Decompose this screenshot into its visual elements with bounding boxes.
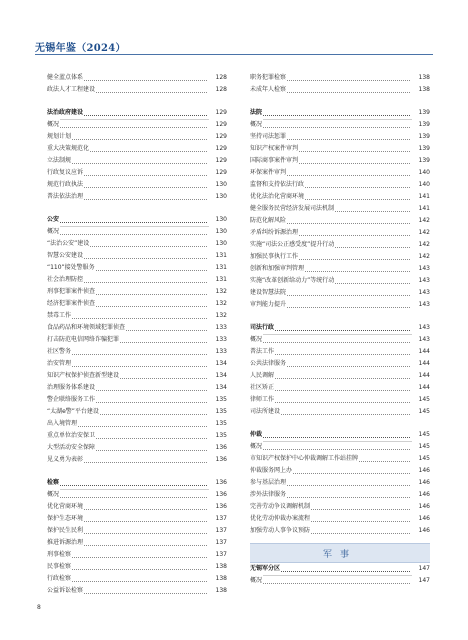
toc-entry-label: 人民调解 bbox=[250, 370, 275, 382]
toc-entry-page: 142 bbox=[412, 251, 430, 263]
toc-entry[interactable] bbox=[250, 203, 430, 215]
toc-section-entry[interactable] bbox=[47, 477, 227, 489]
toc-entry[interactable] bbox=[47, 406, 227, 418]
toc-entry[interactable] bbox=[250, 358, 430, 370]
toc-entry[interactable] bbox=[250, 501, 430, 513]
toc-entry-label: 重大决策规范化 bbox=[47, 143, 90, 155]
toc-entry-label: 食品药品和环境领域犯罪侦查 bbox=[47, 322, 126, 334]
toc-entry[interactable] bbox=[47, 238, 227, 250]
toc-entry-page: 138 bbox=[209, 585, 227, 597]
toc-entry-label: 社会治理防控 bbox=[47, 274, 84, 286]
toc-entry-page: 133 bbox=[209, 322, 227, 334]
toc-entry-page: 142 bbox=[412, 239, 430, 251]
toc-entry-label: 仲裁 bbox=[250, 429, 263, 441]
toc-entry-page: 146 bbox=[412, 465, 430, 477]
toc-entry-label: 概况 bbox=[250, 334, 263, 346]
toc-entry-label: 禁毒工作 bbox=[47, 310, 72, 322]
toc-entry-page: 136 bbox=[209, 501, 227, 513]
toc-entry-label: 矛盾纠纷诉源治理 bbox=[250, 227, 299, 239]
toc-entry[interactable] bbox=[250, 406, 430, 418]
toc-entry[interactable] bbox=[250, 239, 430, 251]
toc-right-column bbox=[250, 72, 430, 587]
toc-entry[interactable] bbox=[250, 275, 430, 287]
toc-entry-page: 129 bbox=[209, 119, 227, 131]
toc-entry-page: 144 bbox=[412, 370, 430, 382]
toc-entry-page: 139 bbox=[412, 107, 430, 119]
toc-entry-page: 144 bbox=[412, 358, 430, 370]
toc-entry-label: 健全蓝点体系 bbox=[47, 72, 84, 84]
toc-entry-label: 概况 bbox=[250, 575, 263, 587]
toc-entry-label: 完善劳动争议调解机制 bbox=[250, 501, 311, 513]
toc-entry-page: 139 bbox=[412, 119, 430, 131]
toc-entry-page: 146 bbox=[412, 477, 430, 489]
toc-entry[interactable] bbox=[47, 179, 227, 191]
toc-entry[interactable] bbox=[47, 537, 227, 549]
toc-entry-label: 公安 bbox=[47, 214, 60, 226]
toc-entry[interactable] bbox=[47, 310, 227, 322]
toc-entry-page: 147 bbox=[412, 563, 430, 575]
toc-entry-page: 134 bbox=[209, 358, 227, 370]
toc-entry[interactable] bbox=[250, 131, 430, 143]
toc-entry[interactable] bbox=[250, 299, 430, 311]
toc-entry-label: 未成年人检察 bbox=[250, 84, 287, 96]
toc-entry[interactable] bbox=[47, 370, 227, 382]
toc-entry-label: 加强劳动人事争议预防 bbox=[250, 525, 311, 537]
toc-entry-page: 137 bbox=[209, 513, 227, 525]
toc-entry-page: 129 bbox=[209, 143, 227, 155]
toc-entry-page: 145 bbox=[412, 406, 430, 418]
dot-leader bbox=[47, 127, 207, 128]
toc-entry[interactable] bbox=[250, 119, 430, 131]
toc-entry-page: 135 bbox=[209, 406, 227, 418]
toc-entry-page: 138 bbox=[412, 72, 430, 84]
toc-entry-page: 132 bbox=[209, 310, 227, 322]
dot-leader bbox=[250, 115, 410, 116]
toc-entry[interactable] bbox=[47, 72, 227, 84]
toc-entry[interactable] bbox=[47, 226, 227, 238]
toc-entry-page: 143 bbox=[412, 322, 430, 334]
dot-leader bbox=[250, 342, 410, 343]
toc-entry-label: “太湖e警”平台建设 bbox=[47, 406, 100, 418]
toc-entry[interactable] bbox=[250, 465, 430, 477]
toc-entry-page: 132 bbox=[209, 286, 227, 298]
toc-entry[interactable] bbox=[47, 394, 227, 406]
toc-entry-page: 134 bbox=[209, 370, 227, 382]
toc-entry-label: 普法依法治理 bbox=[47, 191, 84, 203]
toc-entry-label: 国际商事案件审判 bbox=[250, 155, 299, 167]
toc-entry[interactable] bbox=[47, 286, 227, 298]
toc-entry-label: 规范行政执法 bbox=[47, 179, 84, 191]
toc-entry-page: 133 bbox=[209, 334, 227, 346]
toc-entry[interactable] bbox=[47, 525, 227, 537]
toc-entry-page: 147 bbox=[412, 575, 430, 587]
toc-entry-page: 129 bbox=[209, 155, 227, 167]
toc-entry-label: 智慧公安建设 bbox=[47, 250, 84, 262]
toc-entry-label: “法治公安”建设 bbox=[47, 238, 90, 250]
toc-entry-label: 涉外法律服务 bbox=[250, 489, 287, 501]
toc-entry-label: 优化法治化营商环境 bbox=[250, 191, 305, 203]
toc-entry-page: 138 bbox=[209, 573, 227, 585]
toc-entry-page: 146 bbox=[412, 513, 430, 525]
toc-entry[interactable] bbox=[47, 501, 227, 513]
toc-entry-page: 142 bbox=[412, 227, 430, 239]
toc-entry-page: 133 bbox=[209, 346, 227, 358]
toc-entry-page: 134 bbox=[209, 382, 227, 394]
toc-entry-page: 145 bbox=[412, 429, 430, 441]
toc-entry-label: 社区警务 bbox=[47, 346, 72, 358]
toc-entry[interactable] bbox=[47, 358, 227, 370]
toc-entry-label: 知识产权案件审判 bbox=[250, 143, 299, 155]
dot-leader bbox=[250, 437, 410, 438]
toc-entry-label: 普法工作 bbox=[250, 346, 275, 358]
toc-entry-label: 健全服务民营经济发展司法机制 bbox=[250, 203, 335, 215]
toc-entry-label: 推进诉源治理 bbox=[47, 537, 84, 549]
toc-entry-page: 143 bbox=[412, 334, 430, 346]
toc-entry[interactable] bbox=[47, 382, 227, 394]
toc-entry-page: 145 bbox=[412, 394, 430, 406]
toc-entry-page: 140 bbox=[412, 167, 430, 179]
toc-entry-page: 139 bbox=[412, 155, 430, 167]
toc-entry[interactable] bbox=[47, 334, 227, 346]
toc-entry-label: 职务犯罪检察 bbox=[250, 72, 287, 84]
toc-entry-page: 131 bbox=[209, 250, 227, 262]
toc-entry-label: 司法行政 bbox=[250, 322, 275, 334]
toc-entry-label: 规划计划 bbox=[47, 131, 72, 143]
toc-entry-label: 警企联络服务工作 bbox=[47, 394, 96, 406]
toc-entry[interactable] bbox=[250, 453, 430, 465]
toc-entry-page: 130 bbox=[209, 191, 227, 203]
toc-entry[interactable] bbox=[47, 442, 227, 454]
toc-entry-page: 130 bbox=[209, 214, 227, 226]
toc-entry-page: 135 bbox=[209, 394, 227, 406]
toc-entry-page: 131 bbox=[209, 262, 227, 274]
dot-leader bbox=[47, 222, 207, 223]
toc-entry-label: 重点单位治安保卫 bbox=[47, 430, 96, 442]
toc-entry-page: 135 bbox=[209, 430, 227, 442]
toc-entry-label: 检察 bbox=[47, 477, 60, 489]
toc-entry-label: 保护民生民利 bbox=[47, 525, 84, 537]
toc-entry-page: 136 bbox=[209, 477, 227, 489]
toc-entry[interactable] bbox=[250, 251, 430, 263]
toc-entry[interactable] bbox=[250, 143, 430, 155]
toc-left-column bbox=[47, 72, 227, 597]
toc-entry-label: 刑事犯罪案件侦查 bbox=[47, 286, 96, 298]
toc-entry[interactable] bbox=[250, 394, 430, 406]
toc-entry-page: 138 bbox=[209, 561, 227, 573]
dot-leader bbox=[250, 449, 410, 450]
toc-entry[interactable] bbox=[250, 346, 430, 358]
toc-entry-page: 143 bbox=[412, 287, 430, 299]
toc-entry[interactable] bbox=[250, 513, 430, 525]
toc-section-entry[interactable] bbox=[250, 322, 430, 334]
toc-entry-label: “110”接处警服务 bbox=[47, 262, 96, 274]
toc-entry[interactable] bbox=[47, 489, 227, 501]
toc-entry-page: 140 bbox=[412, 179, 430, 191]
toc-entry-page: 129 bbox=[209, 131, 227, 143]
toc-entry-label: 加强民事执行工作 bbox=[250, 251, 299, 263]
toc-entry-page: 136 bbox=[209, 442, 227, 454]
toc-entry-page: 137 bbox=[209, 549, 227, 561]
toc-entry-label: 概况 bbox=[47, 119, 60, 131]
toc-section-entry[interactable] bbox=[47, 107, 227, 119]
toc-entry-page: 141 bbox=[412, 191, 430, 203]
toc-entry-page: 146 bbox=[412, 501, 430, 513]
dot-leader bbox=[47, 234, 207, 235]
toc-entry[interactable] bbox=[250, 441, 430, 453]
toc-entry-label: 行政检察 bbox=[47, 573, 72, 585]
toc-entry-label: 防范化解风险 bbox=[250, 215, 287, 227]
toc-entry[interactable] bbox=[250, 477, 430, 489]
toc-entry-label: 治理服务体系建设 bbox=[47, 382, 96, 394]
toc-entry-label: 治安管理 bbox=[47, 358, 72, 370]
toc-entry-label: 无锡军分区 bbox=[250, 563, 281, 575]
toc-entry[interactable] bbox=[250, 227, 430, 239]
dot-leader bbox=[47, 497, 207, 498]
toc-entry-page: 139 bbox=[412, 131, 430, 143]
toc-entry[interactable] bbox=[47, 167, 227, 179]
toc-entry-label: 法治政府建设 bbox=[47, 107, 84, 119]
toc-entry-label: 监督和支持依法行政 bbox=[250, 179, 305, 191]
toc-entry-label: 大型活动安全保障 bbox=[47, 442, 96, 454]
toc-entry[interactable] bbox=[250, 263, 430, 275]
toc-entry[interactable] bbox=[250, 334, 430, 346]
toc-entry[interactable] bbox=[47, 131, 227, 143]
toc-entry[interactable] bbox=[250, 575, 430, 587]
toc-entry-page: 136 bbox=[209, 454, 227, 466]
toc-entry-label: 保护生态环境 bbox=[47, 513, 84, 525]
toc-entry[interactable] bbox=[47, 84, 227, 96]
toc-entry[interactable] bbox=[47, 119, 227, 131]
toc-entry-page: 142 bbox=[412, 215, 430, 227]
toc-entry[interactable] bbox=[47, 155, 227, 167]
toc-entry[interactable] bbox=[47, 454, 227, 466]
toc-entry-label: 行政复议应诉 bbox=[47, 167, 84, 179]
toc-entry[interactable] bbox=[250, 191, 430, 203]
toc-entry-label: 打击防范电信网络诈骗犯罪 bbox=[47, 334, 120, 346]
toc-entry-label: 市知识产权保护中心仲裁调解工作站挂牌 bbox=[250, 453, 359, 465]
toc-entry-label: 实施“司法公正感受度”提升行动 bbox=[250, 239, 335, 251]
toc-entry[interactable] bbox=[47, 573, 227, 585]
toc-entry-label: 经济犯罪案件侦查 bbox=[47, 298, 96, 310]
toc-entry-page: 141 bbox=[412, 203, 430, 215]
toc-entry[interactable] bbox=[250, 72, 430, 84]
toc-entry-page: 130 bbox=[209, 238, 227, 250]
toc-entry[interactable] bbox=[47, 346, 227, 358]
toc-entry-page: 139 bbox=[412, 143, 430, 155]
toc-entry-page: 131 bbox=[209, 274, 227, 286]
dot-leader bbox=[250, 127, 410, 128]
toc-entry-label: 参与基层治理 bbox=[250, 477, 287, 489]
toc-entry-label: 法院 bbox=[250, 107, 263, 119]
toc-entry[interactable] bbox=[250, 489, 430, 501]
toc-entry[interactable] bbox=[250, 155, 430, 167]
toc-entry-label: 创新和加强审判管理 bbox=[250, 263, 305, 275]
toc-entry-page: 143 bbox=[412, 299, 430, 311]
toc-entry[interactable] bbox=[47, 143, 227, 155]
toc-entry[interactable] bbox=[250, 370, 430, 382]
toc-entry-page: 129 bbox=[209, 107, 227, 119]
toc-entry-label: 概况 bbox=[250, 119, 263, 131]
toc-entry[interactable] bbox=[250, 525, 430, 537]
toc-entry-page: 130 bbox=[209, 226, 227, 238]
toc-entry-page: 137 bbox=[209, 537, 227, 549]
toc-section-entry[interactable] bbox=[47, 214, 227, 226]
toc-entry-page: 144 bbox=[412, 382, 430, 394]
toc-entry-page: 128 bbox=[209, 72, 227, 84]
toc-entry-label: 审判能力提升 bbox=[250, 299, 287, 311]
toc-entry-page: 145 bbox=[412, 441, 430, 453]
toc-entry[interactable] bbox=[47, 191, 227, 203]
toc-entry-label: 司法所建设 bbox=[250, 406, 281, 418]
toc-entry-label: 环保案件审判 bbox=[250, 167, 287, 179]
toc-entry[interactable] bbox=[47, 549, 227, 561]
toc-entry-label: 知识产权保护侦查新型建设 bbox=[47, 370, 120, 382]
toc-entry-label: 概况 bbox=[250, 441, 263, 453]
toc-entry[interactable] bbox=[47, 561, 227, 573]
toc-entry-page: 143 bbox=[412, 275, 430, 287]
toc-entry-page: 136 bbox=[209, 489, 227, 501]
toc-entry-label: 实施“改革创新给动力”等统行动 bbox=[250, 275, 335, 287]
toc-entry-label: 坚持司法惩罪 bbox=[250, 131, 287, 143]
toc-section-entry[interactable] bbox=[250, 563, 430, 575]
toc-entry-page: 129 bbox=[209, 167, 227, 179]
toc-entry[interactable] bbox=[47, 430, 227, 442]
toc-entry-page: 144 bbox=[412, 346, 430, 358]
dot-leader bbox=[250, 583, 410, 584]
toc-entry[interactable] bbox=[250, 287, 430, 299]
toc-entry-page: 146 bbox=[412, 489, 430, 501]
toc-entry-label: 民事检察 bbox=[47, 561, 72, 573]
toc-entry-label: 刑事检察 bbox=[47, 549, 72, 561]
toc-entry[interactable] bbox=[47, 513, 227, 525]
toc-entry-page: 143 bbox=[412, 263, 430, 275]
toc-entry-page: 145 bbox=[412, 453, 430, 465]
toc-entry[interactable] bbox=[250, 84, 430, 96]
toc-entry[interactable] bbox=[47, 298, 227, 310]
toc-entry-page: 130 bbox=[209, 179, 227, 191]
military-banner-label: 军事 bbox=[322, 549, 357, 560]
toc-entry-label: 建设智慧法院 bbox=[250, 287, 287, 299]
toc-entry[interactable] bbox=[47, 250, 227, 262]
toc-entry-label: 见义勇为表彰 bbox=[47, 454, 84, 466]
toc-entry-label: 概况 bbox=[47, 489, 60, 501]
toc-entry-label: 立法制规 bbox=[47, 155, 72, 167]
toc-entry-label: 出入境管理 bbox=[47, 418, 78, 430]
toc-entry[interactable] bbox=[47, 585, 227, 597]
toc-entry[interactable] bbox=[47, 418, 227, 430]
toc-entry-page: 128 bbox=[209, 84, 227, 96]
header-divider bbox=[35, 54, 433, 55]
toc-entry-page: 138 bbox=[412, 84, 430, 96]
toc-section-entry[interactable] bbox=[250, 107, 430, 119]
toc-entry-label: 公共法律服务 bbox=[250, 358, 287, 370]
military-section-banner bbox=[250, 543, 430, 563]
dot-leader bbox=[47, 485, 207, 486]
toc-entry[interactable] bbox=[47, 262, 227, 274]
toc-entry-label: 政法人才工程建设 bbox=[47, 84, 96, 96]
page-header-title: 无锡年鉴（2024） bbox=[35, 43, 126, 54]
toc-section-entry[interactable] bbox=[250, 429, 430, 441]
toc-entry-label: 优化劳动仲裁办案流程 bbox=[250, 513, 311, 525]
toc-entry[interactable] bbox=[47, 274, 227, 286]
toc-entry-label: 社区矫正 bbox=[250, 382, 275, 394]
toc-entry-page: 146 bbox=[412, 525, 430, 537]
toc-entry-label: 仲裁服务网上办 bbox=[250, 465, 293, 477]
toc-entry[interactable] bbox=[250, 215, 430, 227]
toc-entry-page: 132 bbox=[209, 298, 227, 310]
toc-entry[interactable] bbox=[250, 167, 430, 179]
toc-entry-label: 公益诉讼检察 bbox=[47, 585, 84, 597]
page-number: 8 bbox=[37, 604, 41, 611]
toc-entry-label: 律师工作 bbox=[250, 394, 275, 406]
toc-entry-label: 概况 bbox=[47, 226, 60, 238]
toc-entry-label: 优化营商环境 bbox=[47, 501, 84, 513]
toc-entry-page: 135 bbox=[209, 418, 227, 430]
toc-entry[interactable] bbox=[250, 382, 430, 394]
toc-entry[interactable] bbox=[47, 322, 227, 334]
toc-entry[interactable] bbox=[250, 179, 430, 191]
toc-entry-page: 137 bbox=[209, 525, 227, 537]
